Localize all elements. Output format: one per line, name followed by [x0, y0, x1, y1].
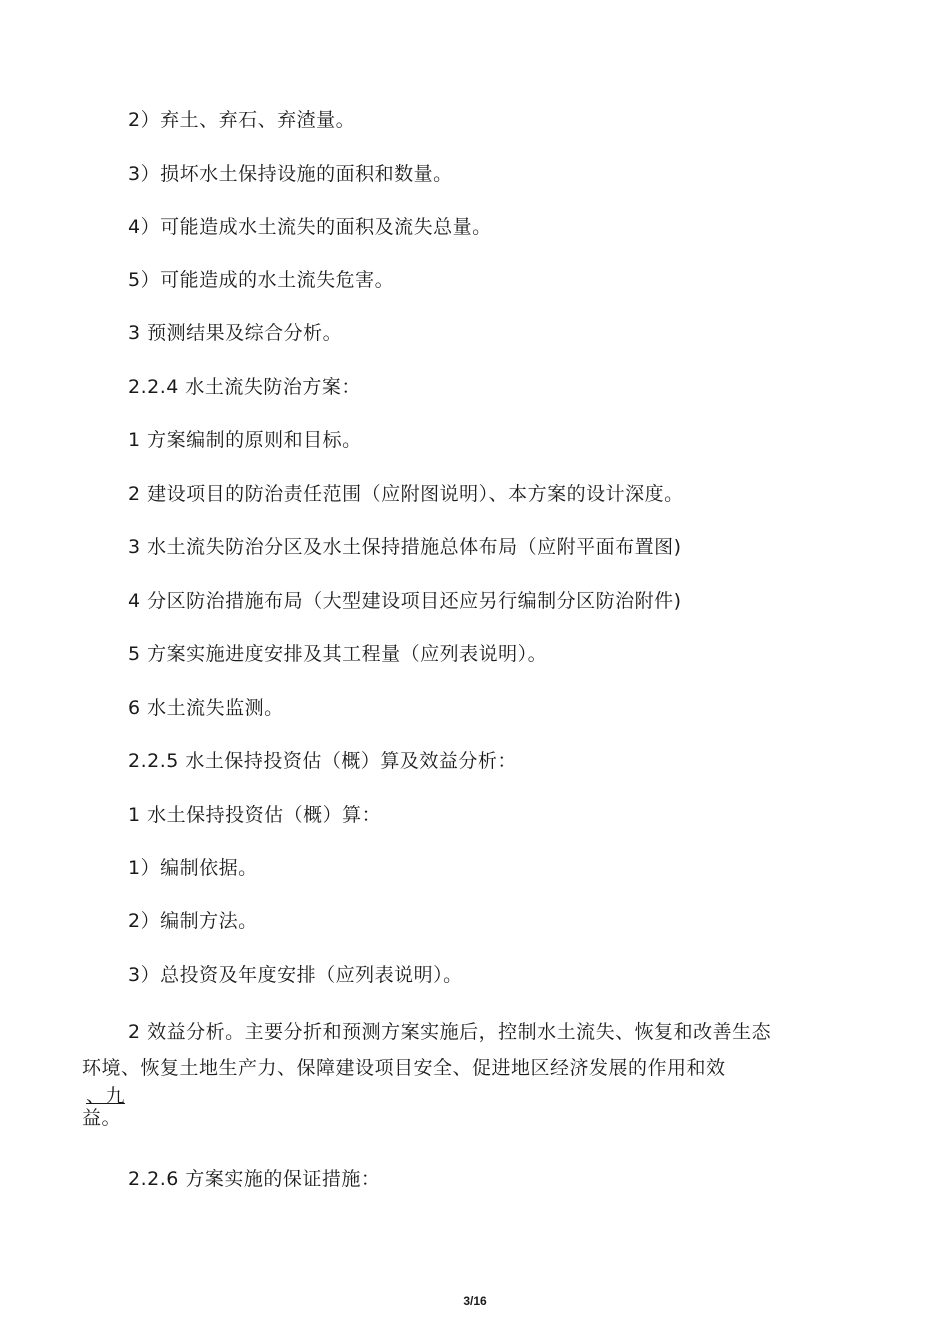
text-line-monitoring: 6 水土流失监测。	[128, 697, 284, 719]
paragraph-line-2: 环境、恢复土地生产力、保障建设项目安全、促进地区经济发展的作用和效	[82, 1057, 726, 1079]
text-line-erosion-hazard: 5）可能造成的水土流失危害。	[128, 269, 395, 291]
paragraph-fragment: 、九	[86, 1085, 126, 1107]
paragraph-line-1: 2 效益分析。主要分折和预测方案实施后，控制水土流失、恢复和改善生态	[128, 1021, 772, 1043]
text-line-basis: 1）编制依据。	[128, 857, 258, 879]
text-line-schedule: 5 方案实施进度安排及其工程量（应列表说明）。	[128, 643, 548, 665]
benefit-analysis-paragraph	[82, 1018, 872, 1132]
text-line-investment-estimate: 1 水土保持投资估（概）算：	[128, 804, 382, 826]
text-line-responsibility-scope: 2 建设项目的防治责任范围（应附图说明）、本方案的设计深度。	[128, 483, 684, 505]
text-line-zoning-layout: 3 水土流失防治分区及水土保持措施总体布局（应附平面布置图)	[128, 536, 682, 558]
text-line-waste-soil: 2）弃土、弃石、弃渣量。	[128, 109, 356, 131]
section-heading-2-2-6: 2.2.6 方案实施的保证措施：	[128, 1168, 381, 1190]
text-line-principles: 1 方案编制的原则和目标。	[128, 429, 362, 451]
page-number: 3/16	[463, 1294, 487, 1308]
section-heading-2-2-4: 2.2.4 水土流失防治方案：	[128, 376, 361, 398]
text-line-zone-measures: 4 分区防治措施布局（大型建设项目还应另行编制分区防治附件)	[128, 590, 682, 612]
text-line-total-investment: 3）总投资及年度安排（应列表说明）。	[128, 964, 463, 986]
section-heading-2-2-5: 2.2.5 水土保持投资估（概）算及效益分析：	[128, 750, 517, 772]
text-line-erosion-area: 4）可能造成水土流失的面积及流失总量。	[128, 216, 492, 238]
text-line-method: 2）编制方法。	[128, 910, 258, 932]
text-line-prediction-results: 3 预测结果及综合分析。	[128, 322, 343, 344]
paragraph-line-3: 益。	[82, 1107, 122, 1129]
text-line-damaged-facilities: 3）损坏水土保持设施的面积和数量。	[128, 163, 453, 185]
